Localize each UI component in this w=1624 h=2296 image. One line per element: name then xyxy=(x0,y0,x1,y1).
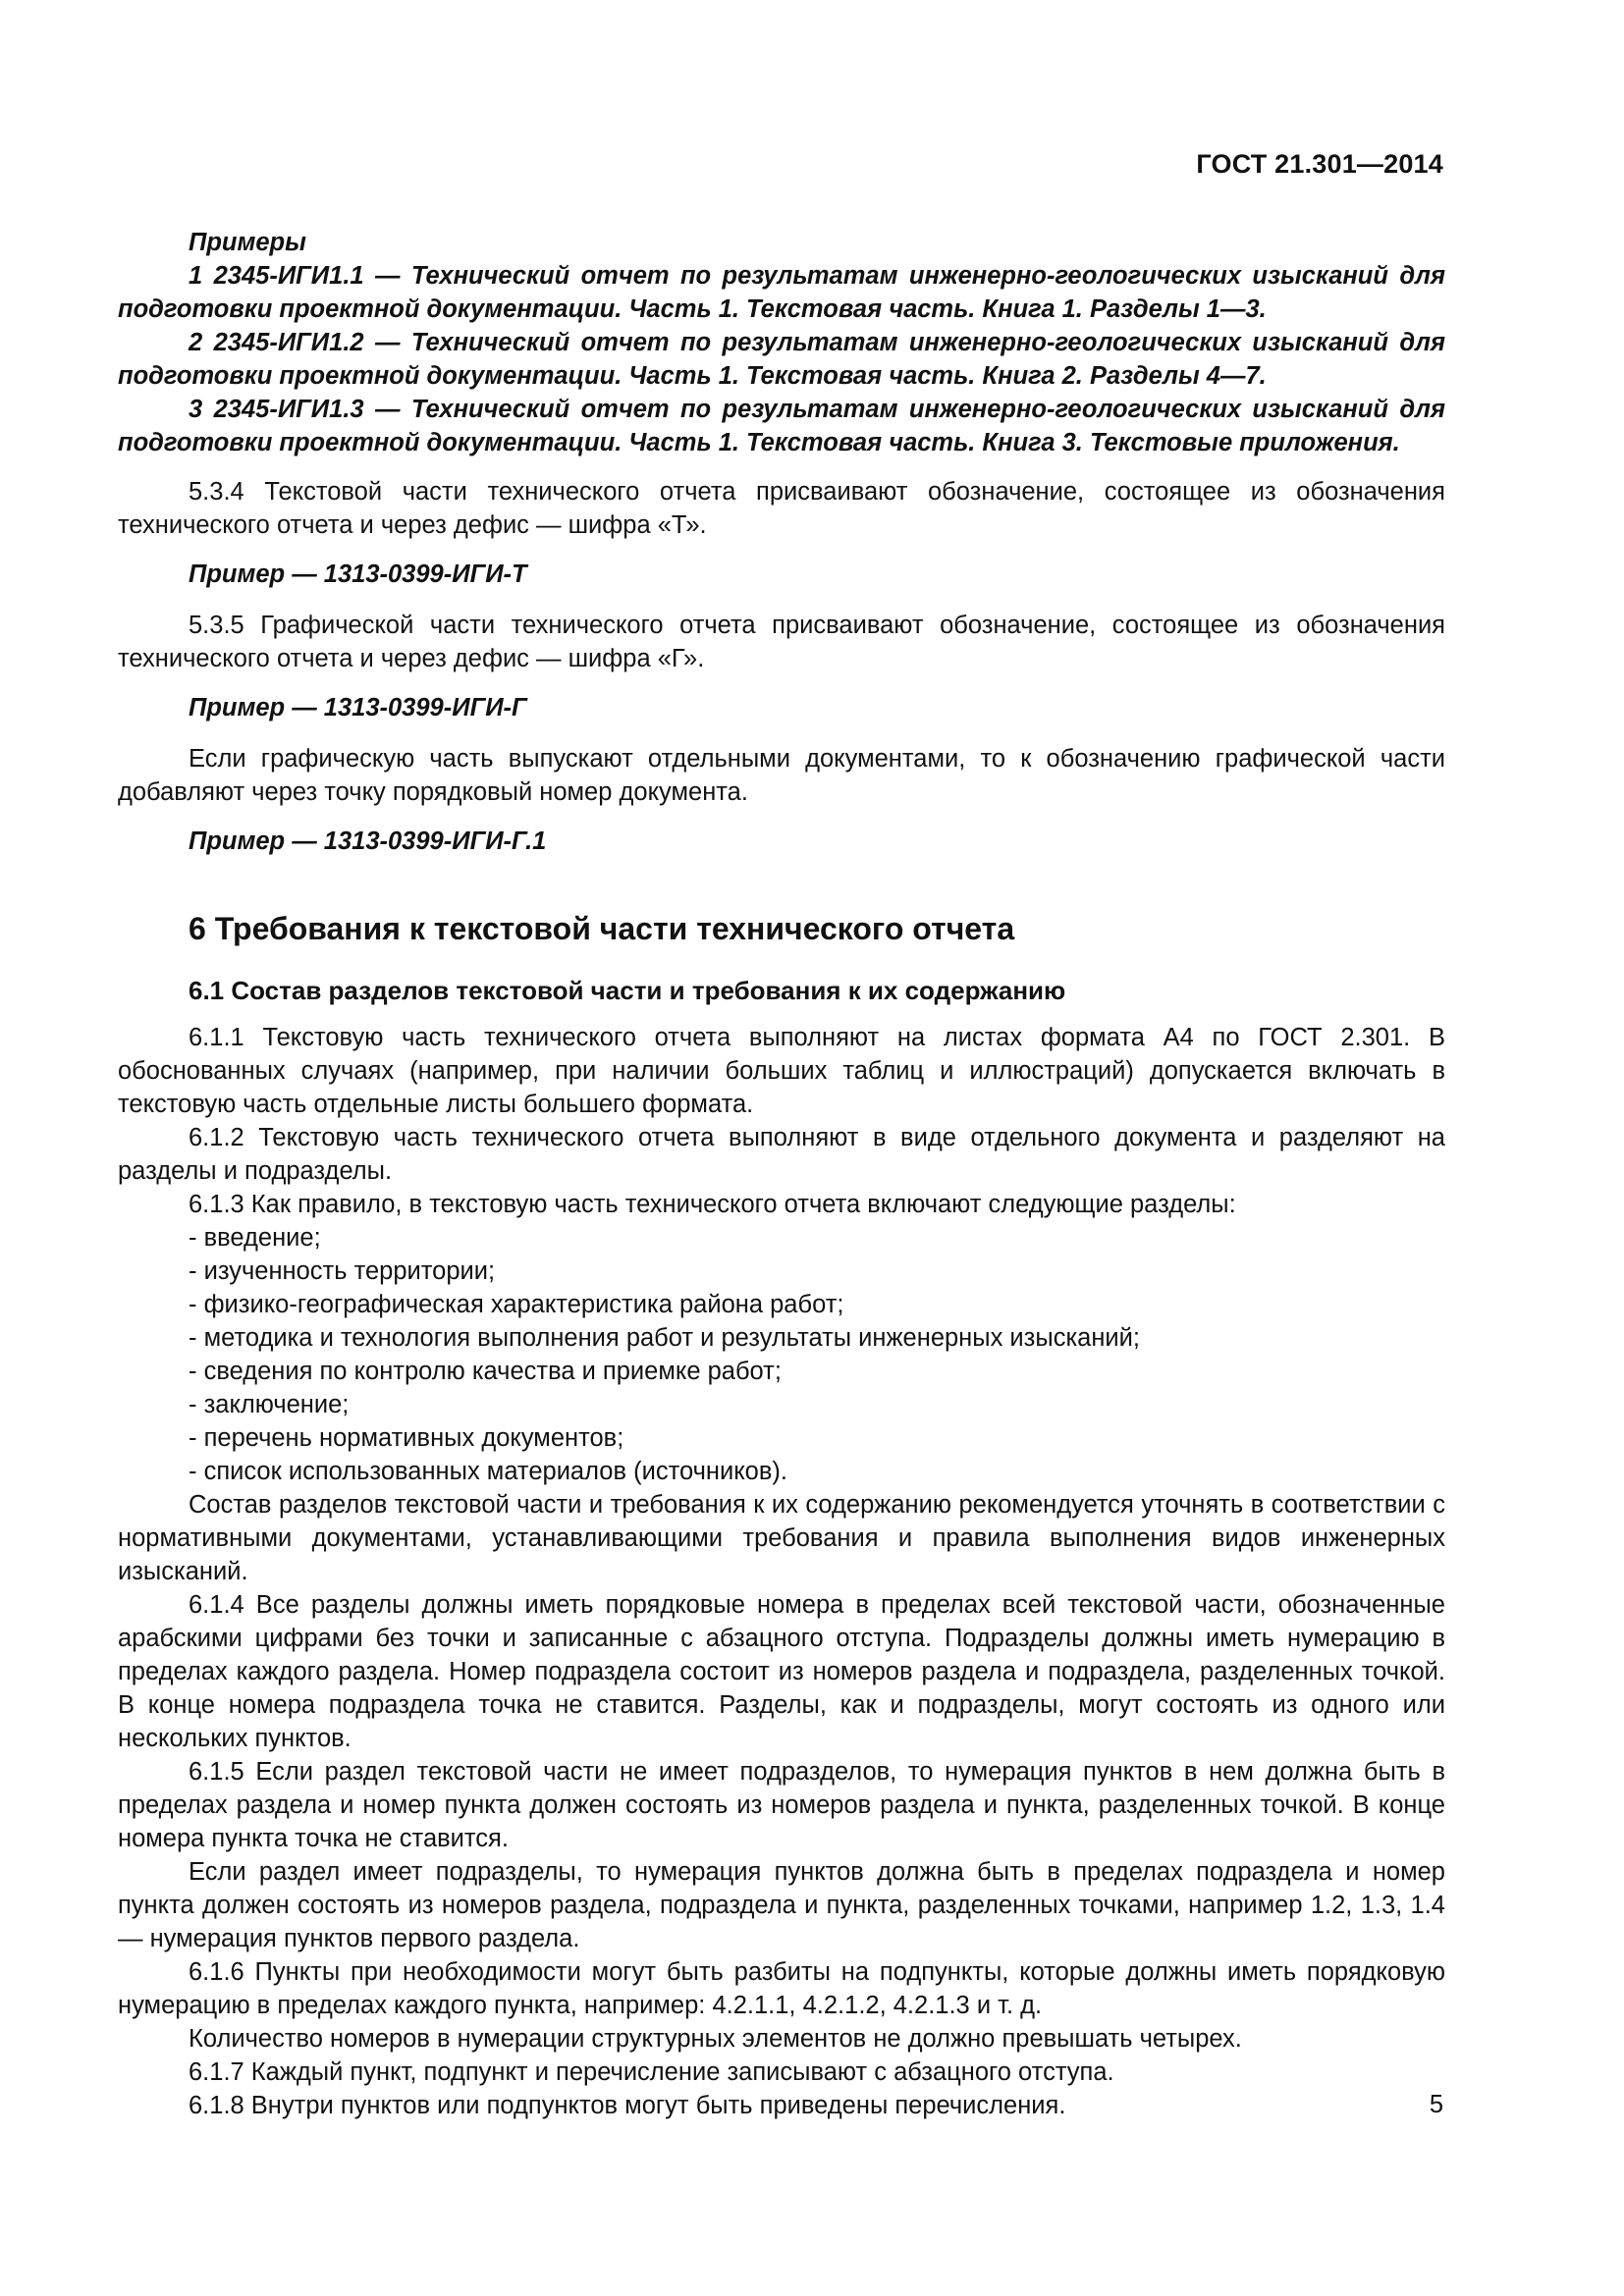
list-item: - перечень нормативных документов; xyxy=(189,1424,624,1452)
list-item: - физико-географическая характеристика района работ; xyxy=(189,1291,844,1318)
clause-6-1-2: 6.1.2 Текстовую часть технического отчета выполняют в виде отдельного документа и разделяют на разделы и подразделы. xyxy=(118,1124,1445,1185)
example-item: 3 2345-ИГИ1.3 — Технический отчет по результатам инженерно-геологических изысканий для подготовки проектной документации. Часть 1. Текстовая часть. Книга 3. Текстовые приложения. xyxy=(118,396,1445,456)
example-g: Пример — 1313-0399-ИГИ-Г xyxy=(189,694,527,721)
list-item: - изученность территории; xyxy=(189,1257,496,1285)
list-item: - методика и технология выполнения работ и результаты инженерных изысканий; xyxy=(189,1324,1140,1352)
clause-5-3-4: 5.3.4 Текстовой части технического отчета присваивают обозначение, состоящее из обозначения технического отчета и через дефис — шифра «Т». xyxy=(118,478,1445,539)
graphic-separate-paragraph: Если графическую часть выпускают отдельными документами, то к обозначению графической части добавляют через точку порядковый номер документа. xyxy=(118,745,1445,806)
example-g1: Пример — 1313-0399-ИГИ-Г.1 xyxy=(189,828,547,855)
clause-6-1-4: 6.1.4 Все разделы должны иметь порядковые номера в пределах всей текстовой части, обозначенные арабскими цифрами без точки и записанные с абзацного отступа. Подразделы должны иметь нумерацию в пределах каждого раздела. Номер подраздела состоит из номеров раздела и подраздела, разделенных точкой. В конце номера подраздела точка не ставится. Разделы, как и подразделы, могут состоять из одного или нескольких пунктов. xyxy=(118,1591,1445,1752)
examples-heading: Примеры xyxy=(189,229,306,256)
clause-5-3-5: 5.3.5 Графической части технического отчета присваивают обозначение, состоящее из обозначения технического отчета и через дефис — шифра «Г». xyxy=(118,612,1445,672)
sections-list xyxy=(118,1221,1445,1488)
section-6-title: 6 Требования к текстовой части технического отчета xyxy=(189,911,1015,946)
numbers-limit-paragraph: Количество номеров в нумерации структурных элементов не должно превышать четырех. xyxy=(189,2025,1242,2053)
list-item: - заключение; xyxy=(189,1391,350,1418)
examples-block xyxy=(118,226,1445,459)
example-item: 2 2345-ИГИ1.2 — Технический отчет по результатам инженерно-геологических изысканий для подготовки проектной документации. Часть 1. Текстовая часть. Книга 2. Разделы 4—7. xyxy=(118,329,1445,390)
subsection-6-1-title: 6.1 Состав разделов текстовой части и требования к их содержанию xyxy=(189,976,1066,1005)
example-t: Пример — 1313-0399-ИГИ-Т xyxy=(189,561,527,588)
clause-6-1-5: 6.1.5 Если раздел текстовой части не имеет подразделов, то нумерация пунктов в нем должна быть в пределах раздела и номер пункта должен состоять из номеров раздела и пункта, разделенных точкой. В конце номера пункта точка не ставится. xyxy=(118,1758,1445,1852)
composition-note: Состав разделов текстовой части и требования к их содержанию рекомендуется уточнять в соответствии с нормативными документами, устанавливающими требования и правила выполнения видов инженерных изысканий. xyxy=(118,1491,1445,1585)
page-content xyxy=(118,226,1445,2122)
clause-6-1-8: 6.1.8 Внутри пунктов или подпунктов могут быть приведены перечисления. xyxy=(189,2092,1066,2119)
clause-6-1-1: 6.1.1 Текстовую часть технического отчета выполняют на листах формата А4 по ГОСТ 2.301. В обоснованных случаях (например, при наличии больших таблиц и иллюстраций) допускается включать в текстовую часть отдельные листы большего формата. xyxy=(118,1024,1445,1118)
clause-6-1-6: 6.1.6 Пункты при необходимости могут быть разбиты на подпункты, которые должны иметь порядковую нумерацию в пределах каждого пункта, например: 4.2.1.1, 4.2.1.2, 4.2.1.3 и т. д. xyxy=(118,1958,1445,2019)
clause-6-1-3: 6.1.3 Как правило, в текстовую часть технического отчета включают следующие разделы: xyxy=(189,1191,1236,1218)
subsection-numbering-paragraph: Если раздел имеет подразделы, то нумерация пунктов должна быть в пределах подраздела и номер пункта должен состоять из номеров раздела, подраздела и пункта, разделенных точками, например 1.2, 1.3, 1.4 — нумерация пунктов первого раздела. xyxy=(118,1858,1445,1952)
page-number: 5 xyxy=(1429,2091,1443,2118)
example-item: 1 2345-ИГИ1.1 — Технический отчет по результатам инженерно-геологических изысканий для подготовки проектной документации. Часть 1. Текстовая часть. Книга 1. Разделы 1—3. xyxy=(118,262,1445,323)
list-item: - список использованных материалов (источников). xyxy=(189,1458,787,1485)
list-item: - введение; xyxy=(189,1224,321,1252)
clause-6-1-7: 6.1.7 Каждый пункт, подпункт и перечисление записывают с абзацного отступа. xyxy=(189,2058,1114,2086)
list-item: - сведения по контролю качества и приемке работ; xyxy=(189,1358,782,1385)
document-header-id: ГОСТ 21.301—2014 xyxy=(1196,149,1443,179)
